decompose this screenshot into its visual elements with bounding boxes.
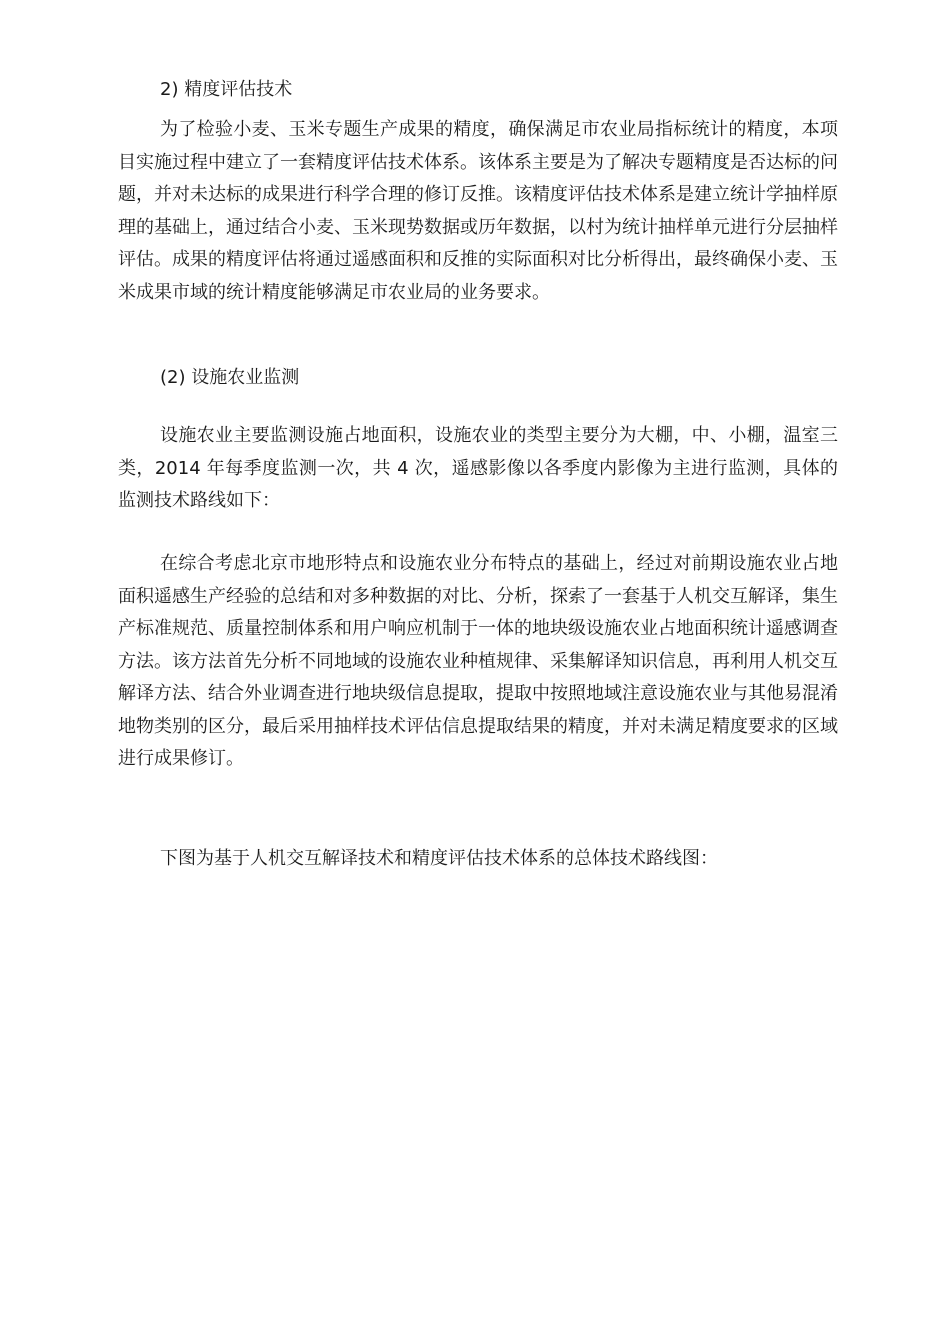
route-intro-paragraph: 下图为基于人机交互解译技术和精度评估技术体系的总体技术路线图： — [160, 848, 718, 869]
facility-heading: (2) 设施农业监测 — [160, 367, 300, 388]
facility-paragraph-1: 设施农业主要监测设施占地面积，设施农业的类型主要分为大棚，中、小棚，温室三类，2014 年每季度监测一次，共 4 次，遥感影像以各季度内影像为主进行监测，具体的监测技术路线如下： — [118, 425, 838, 511]
facility-paragraph-2: 在综合考虑北京市地形特点和设施农业分布特点的基础上，经过对前期设施农业占地面积遥感生产经验的总结和对多种数据的对比、分析，探索了一套基于人机交互解译，集生产标准规范、质量控制体系和用户响应机制于一体的地块级设施农业占地面积统计遥感调查方法。该方法首先分析不同地域的设施农业种植规律、采集解译知识信息，再利用人机交互解译方法、结合外业调查进行地块级信息提取，提取中按照地域注意设施农业与其他易混淆地物类别的区分，最后采用抽样技术评估信息提取结果的精度，并对未满足精度要求的区域进行成果修订。 — [118, 553, 838, 769]
accuracy-paragraph: 为了检验小麦、玉米专题生产成果的精度，确保满足市农业局指标统计的精度，本项目实施过程中建立了一套精度评估技术体系。该体系主要是为了解决专题精度是否达标的问题，并对未达标的成果进行科学合理的修订反推。该精度评估技术体系是建立统计学抽样原理的基础上，通过结合小麦、玉米现势数据或历年数据，以村为统计抽样单元进行分层抽样评估。成果的精度评估将通过遥感面积和反推的实际面积对比分析得出，最终确保小麦、玉米成果市域的统计精度能够满足市农业局的业务要求。 — [118, 119, 838, 303]
accuracy-heading: 2) 精度评估技术 — [160, 79, 293, 100]
